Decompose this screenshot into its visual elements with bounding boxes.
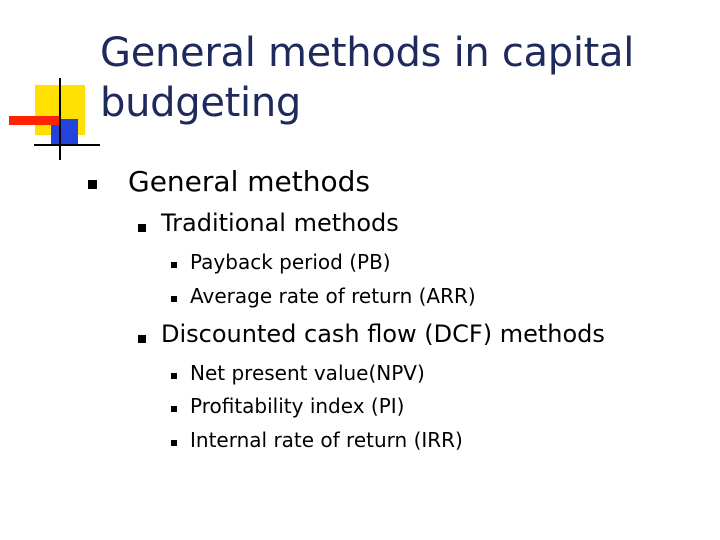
square-bullet-icon [171,406,177,412]
square-bullet-icon [138,224,146,232]
list-item-label: Discounted cash flow (DCF) methods [161,320,605,348]
list-item-label: General methods [128,165,370,198]
list-item-label: Net present value(NPV) [190,361,425,385]
list-item-label: Internal rate of return (IRR) [190,428,463,452]
list-item-label: Average rate of return (ARR) [190,284,476,308]
list-item-label: Traditional methods [161,209,399,237]
square-bullet-icon [88,180,97,189]
ornament-horizontal-line [34,144,100,146]
square-bullet-icon [171,296,177,302]
square-bullet-icon [138,335,146,343]
square-bullet-icon [171,373,177,379]
list-item-label: Profitability index (PI) [190,394,405,418]
square-bullet-icon [171,440,177,446]
ornament-red-bar [9,116,61,125]
corner-ornament [0,0,110,170]
slide-title: General methods in capital budgeting [100,30,635,126]
list-item-label: Payback period (PB) [190,250,391,274]
square-bullet-icon [171,262,177,268]
ornament-vertical-line [59,78,61,160]
